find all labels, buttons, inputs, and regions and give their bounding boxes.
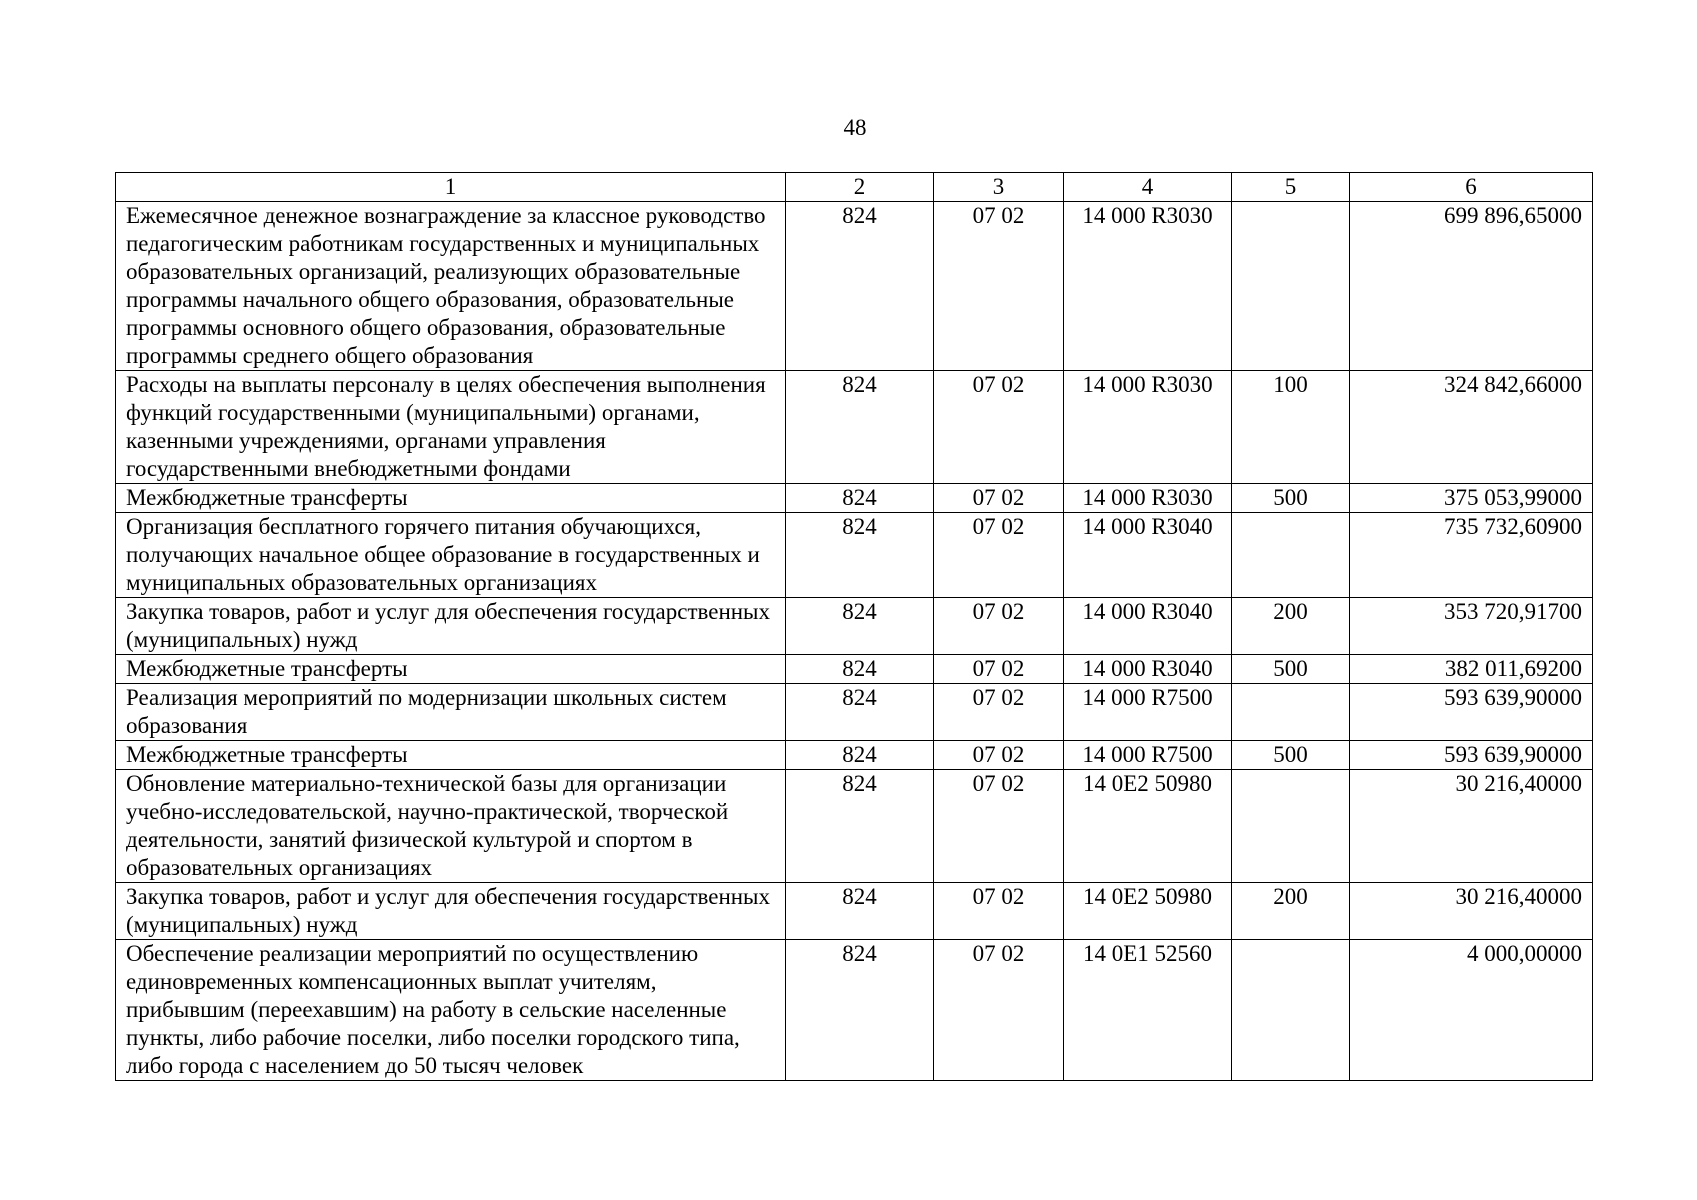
row-target-article: 14 000 R7500 — [1064, 741, 1232, 770]
row-name: Обеспечение реализации мероприятий по осуществлению единовременных компенсационных выплат учителям, прибывшим (переехавшим) на работу в сельские населенные пункты, либо рабочие поселки, либо поселки городского типа, либо города с населением до 50 тысяч человек — [116, 940, 786, 1081]
row-name: Межбюджетные трансферты — [116, 484, 786, 513]
row-expense-type: 500 — [1232, 655, 1350, 684]
row-section: 07 02 — [934, 484, 1064, 513]
table-row — [116, 371, 1593, 484]
row-name: Закупка товаров, работ и услуг для обеспечения государственных (муниципальных) нужд — [116, 598, 786, 655]
row-target-article: 14 000 R3030 — [1064, 484, 1232, 513]
table-row — [116, 202, 1593, 371]
row-name: Закупка товаров, работ и услуг для обеспечения государственных (муниципальных) нужд — [116, 883, 786, 940]
row-target-article: 14 0E2 50980 — [1064, 770, 1232, 883]
row-name: Ежемесячное денежное вознаграждение за классное руководство педагогическим работникам государственных и муниципальных образовательных организаций, реализующих образовательные программы начального общего образования, образовательные программы основного общего образования, образовательные программы среднего общего образования — [116, 202, 786, 371]
row-section: 07 02 — [934, 513, 1064, 598]
row-expense-type: 200 — [1232, 598, 1350, 655]
row-target-article: 14 000 R3030 — [1064, 371, 1232, 484]
row-section: 07 02 — [934, 770, 1064, 883]
row-code: 824 — [786, 202, 934, 371]
row-section: 07 02 — [934, 202, 1064, 371]
row-target-article: 14 000 R3040 — [1064, 513, 1232, 598]
table-row — [116, 741, 1593, 770]
row-sum: 4 000,00000 — [1350, 940, 1593, 1081]
row-target-article: 14 000 R3040 — [1064, 598, 1232, 655]
row-sum: 593 639,90000 — [1350, 684, 1593, 741]
row-sum: 30 216,40000 — [1350, 883, 1593, 940]
row-section: 07 02 — [934, 940, 1064, 1081]
row-target-article: 14 000 R3040 — [1064, 655, 1232, 684]
column-header: 4 — [1064, 173, 1232, 202]
budget-table — [115, 172, 1593, 1081]
row-code: 824 — [786, 883, 934, 940]
row-code: 824 — [786, 484, 934, 513]
table-row — [116, 770, 1593, 883]
row-expense-type: 500 — [1232, 741, 1350, 770]
row-code: 824 — [786, 513, 934, 598]
row-code: 824 — [786, 741, 934, 770]
row-sum: 699 896,65000 — [1350, 202, 1593, 371]
row-section: 07 02 — [934, 741, 1064, 770]
row-name: Межбюджетные трансферты — [116, 655, 786, 684]
row-code: 824 — [786, 684, 934, 741]
row-section: 07 02 — [934, 684, 1064, 741]
header-row — [116, 173, 1593, 202]
row-expense-type — [1232, 940, 1350, 1081]
row-sum: 382 011,69200 — [1350, 655, 1593, 684]
row-section: 07 02 — [934, 655, 1064, 684]
row-name: Межбюджетные трансферты — [116, 741, 786, 770]
row-target-article: 14 0E1 52560 — [1064, 940, 1232, 1081]
row-expense-type: 100 — [1232, 371, 1350, 484]
row-sum: 30 216,40000 — [1350, 770, 1593, 883]
table-row — [116, 940, 1593, 1081]
column-header: 5 — [1232, 173, 1350, 202]
row-target-article: 14 0E2 50980 — [1064, 883, 1232, 940]
row-section: 07 02 — [934, 371, 1064, 484]
row-name: Расходы на выплаты персоналу в целях обеспечения выполнения функций государственными (муниципальными) органами, казенными учреждениями, органами управления государственными внебюджетными фондами — [116, 371, 786, 484]
column-header: 6 — [1350, 173, 1593, 202]
table-row — [116, 684, 1593, 741]
row-name: Организация бесплатного горячего питания обучающихся, получающих начальное общее образование в государственных и муниципальных образовательных организациях — [116, 513, 786, 598]
row-code: 824 — [786, 770, 934, 883]
table-row — [116, 484, 1593, 513]
row-sum: 375 053,99000 — [1350, 484, 1593, 513]
row-name: Реализация мероприятий по модернизации школьных систем образования — [116, 684, 786, 741]
table-row — [116, 598, 1593, 655]
page-number: 48 — [843, 115, 867, 140]
row-expense-type: 200 — [1232, 883, 1350, 940]
row-sum: 324 842,66000 — [1350, 371, 1593, 484]
row-code: 824 — [786, 371, 934, 484]
row-expense-type: 500 — [1232, 484, 1350, 513]
row-code: 824 — [786, 655, 934, 684]
row-expense-type — [1232, 513, 1350, 598]
table-row — [116, 883, 1593, 940]
row-section: 07 02 — [934, 883, 1064, 940]
row-expense-type — [1232, 770, 1350, 883]
row-code: 824 — [786, 940, 934, 1081]
row-name: Обновление материально-технической базы для организации учебно-исследовательской, научно-практической, творческой деятельности, занятий физической культурой и спортом в образовательных организациях — [116, 770, 786, 883]
table-row — [116, 655, 1593, 684]
row-expense-type — [1232, 684, 1350, 741]
row-target-article: 14 000 R3030 — [1064, 202, 1232, 371]
row-sum: 593 639,90000 — [1350, 741, 1593, 770]
column-header: 3 — [934, 173, 1064, 202]
row-section: 07 02 — [934, 598, 1064, 655]
row-target-article: 14 000 R7500 — [1064, 684, 1232, 741]
column-header: 2 — [786, 173, 934, 202]
row-sum: 353 720,91700 — [1350, 598, 1593, 655]
row-sum: 735 732,60900 — [1350, 513, 1593, 598]
row-code: 824 — [786, 598, 934, 655]
row-expense-type — [1232, 202, 1350, 371]
table-row — [116, 513, 1593, 598]
column-header: 1 — [116, 173, 786, 202]
